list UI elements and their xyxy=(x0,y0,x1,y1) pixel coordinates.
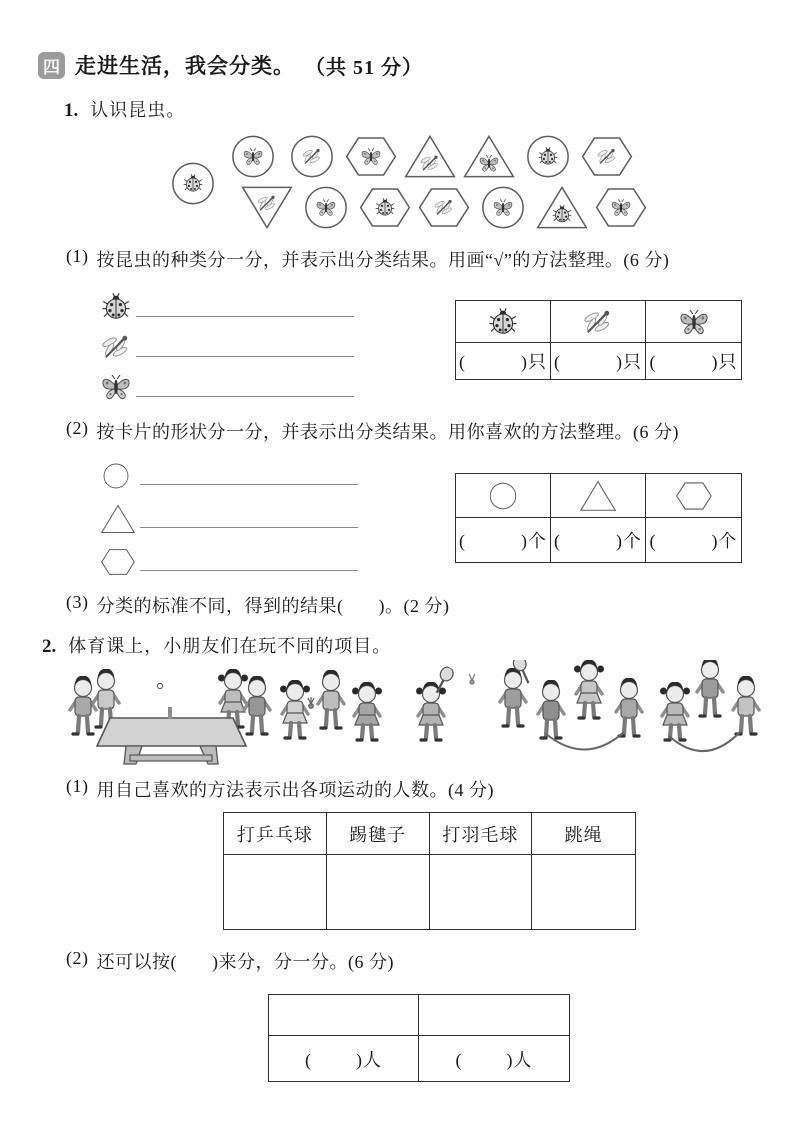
circle-shape-icon xyxy=(100,459,132,493)
classify-line-butterfly xyxy=(100,366,354,405)
classify-line-hexagon xyxy=(100,540,358,579)
answer-cell[interactable] xyxy=(419,995,569,1036)
table-header-ladybug xyxy=(456,301,551,343)
card-circle-butterfly xyxy=(476,184,530,231)
ladybug-icon xyxy=(487,306,519,338)
answer-cell[interactable] xyxy=(430,855,533,929)
answer-line[interactable] xyxy=(140,570,358,571)
card-hexagon-dragonfly xyxy=(417,184,471,231)
q2-part1-text: 用自己喜欢的方法表示出各项运动的人数。(4 分) xyxy=(96,780,494,800)
card-circle-butterfly xyxy=(226,133,280,180)
question-1-number: 1. xyxy=(64,100,79,121)
q2-part1-prompt xyxy=(66,776,494,802)
answer-line[interactable] xyxy=(136,396,354,397)
q2-part1-activity-table xyxy=(223,812,636,930)
section-points: （共 51 分） xyxy=(305,56,423,79)
pingpong-net xyxy=(168,707,172,719)
q1-part1-text: 按昆虫的种类分一分，并表示出分类结果。用画“√”的方法整理。(6 分) xyxy=(96,250,670,270)
count-cell[interactable]: ( )个 xyxy=(456,518,551,562)
hexagon-shape-icon xyxy=(675,479,713,513)
table-header-triangle xyxy=(551,474,646,518)
count-cell[interactable]: ( )人 xyxy=(269,1036,419,1081)
q2-part2-text: 还可以按( )来分，分一分。(6 分) xyxy=(96,952,394,972)
card-hexagon-butterfly xyxy=(344,133,398,180)
activity-header: 打羽毛球 xyxy=(430,813,533,855)
pingpong-ball xyxy=(157,683,162,688)
count-cell[interactable]: ( )人 xyxy=(455,1049,533,1070)
table-header-hexagon xyxy=(646,474,741,518)
q1-part1-count-table xyxy=(455,300,742,380)
butterfly-icon xyxy=(100,371,132,403)
question-1-text: 认识昆虫。 xyxy=(90,100,186,120)
table-header-dragonfly xyxy=(551,301,646,343)
card-hexagon-butterfly xyxy=(594,184,648,231)
q2-part2-count-table xyxy=(268,994,570,1082)
answer-cell[interactable] xyxy=(269,995,419,1036)
dragonfly-icon xyxy=(100,331,132,363)
activity-header: 踢毽子 xyxy=(327,813,430,855)
card-triangle-dragonfly xyxy=(403,133,457,180)
q2-part2-label: (2) xyxy=(66,948,89,968)
q1-part2-text: 按卡片的形状分一分，并表示出分类结果。用你喜欢的方法整理。(6 分) xyxy=(96,422,679,442)
card-hexagon-dragonfly xyxy=(580,133,634,180)
circle-shape-icon xyxy=(486,479,520,513)
activity-header: 打乒乓球 xyxy=(224,813,327,855)
q1-part2-label: (2) xyxy=(66,418,89,438)
card-triangle-ladybug xyxy=(535,184,589,231)
ladybug-icon xyxy=(100,291,132,323)
count-cell[interactable]: ( )只 xyxy=(649,352,738,372)
table-header-circle xyxy=(456,474,551,518)
table-header-butterfly xyxy=(646,301,741,343)
section-title: 走进生活，我会分类。 xyxy=(75,55,295,78)
q1-part2-answer-lines xyxy=(100,454,358,579)
answer-cell[interactable] xyxy=(327,855,430,929)
answer-line[interactable] xyxy=(136,356,354,357)
sports-scene-illustration xyxy=(68,660,763,770)
question-2-number: 2. xyxy=(42,636,57,657)
question-1-heading xyxy=(64,96,185,122)
q2-part1-label: (1) xyxy=(66,776,89,796)
answer-line[interactable] xyxy=(136,316,354,317)
card-circle-ladybug xyxy=(521,133,575,180)
badminton-shuttle xyxy=(469,674,475,684)
q1-part3-text: 分类的标准不同，得到的结果( )。(2 分) xyxy=(96,596,450,616)
q2-part2-prompt xyxy=(66,948,394,974)
triangle-shape-icon xyxy=(579,479,617,513)
answer-cell[interactable] xyxy=(224,855,327,929)
triangle-shape-icon xyxy=(100,502,136,536)
q1-part2-prompt xyxy=(66,418,679,444)
question-2-heading xyxy=(42,632,391,658)
answer-line[interactable] xyxy=(140,484,358,485)
q1-part1-prompt xyxy=(66,246,669,272)
q1-part2-count-table xyxy=(455,473,742,563)
section-number-badge: 四 xyxy=(38,52,65,79)
classify-line-dragonfly xyxy=(100,326,354,365)
shuttlecock-jianzi xyxy=(308,697,314,708)
q1-part3-label: (3) xyxy=(66,592,89,612)
card-triangle-down-dragonfly xyxy=(240,184,294,231)
activity-header: 跳绳 xyxy=(532,813,635,855)
q1-part1-label: (1) xyxy=(66,246,89,266)
classify-line-circle xyxy=(100,454,358,493)
card-triangle-butterfly xyxy=(462,133,516,180)
q1-part1-answer-lines xyxy=(100,286,354,405)
count-cell[interactable]: ( )只 xyxy=(456,343,551,379)
count-cell[interactable]: ( )个 xyxy=(551,518,646,562)
card-circle-dragonfly xyxy=(285,133,339,180)
classify-line-triangle xyxy=(100,497,358,536)
card-hexagon-ladybug xyxy=(358,184,412,231)
hexagon-shape-icon xyxy=(100,545,136,579)
count-cell[interactable]: ( )个 xyxy=(649,531,738,551)
answer-cell[interactable] xyxy=(532,855,635,929)
pingpong-table xyxy=(97,718,246,746)
section-header xyxy=(38,50,423,80)
butterfly-icon xyxy=(678,306,710,338)
classify-line-ladybug xyxy=(100,286,354,325)
answer-line[interactable] xyxy=(140,527,358,528)
card-circle-butterfly xyxy=(299,184,353,231)
count-cell[interactable]: ( )只 xyxy=(551,343,646,379)
insect-cards-figure xyxy=(166,133,648,233)
question-2-text: 体育课上，小朋友们在玩不同的项目。 xyxy=(68,636,392,656)
q1-part3-prompt xyxy=(66,592,449,618)
card-circle-ladybug xyxy=(166,160,220,207)
dragonfly-icon xyxy=(582,306,614,338)
